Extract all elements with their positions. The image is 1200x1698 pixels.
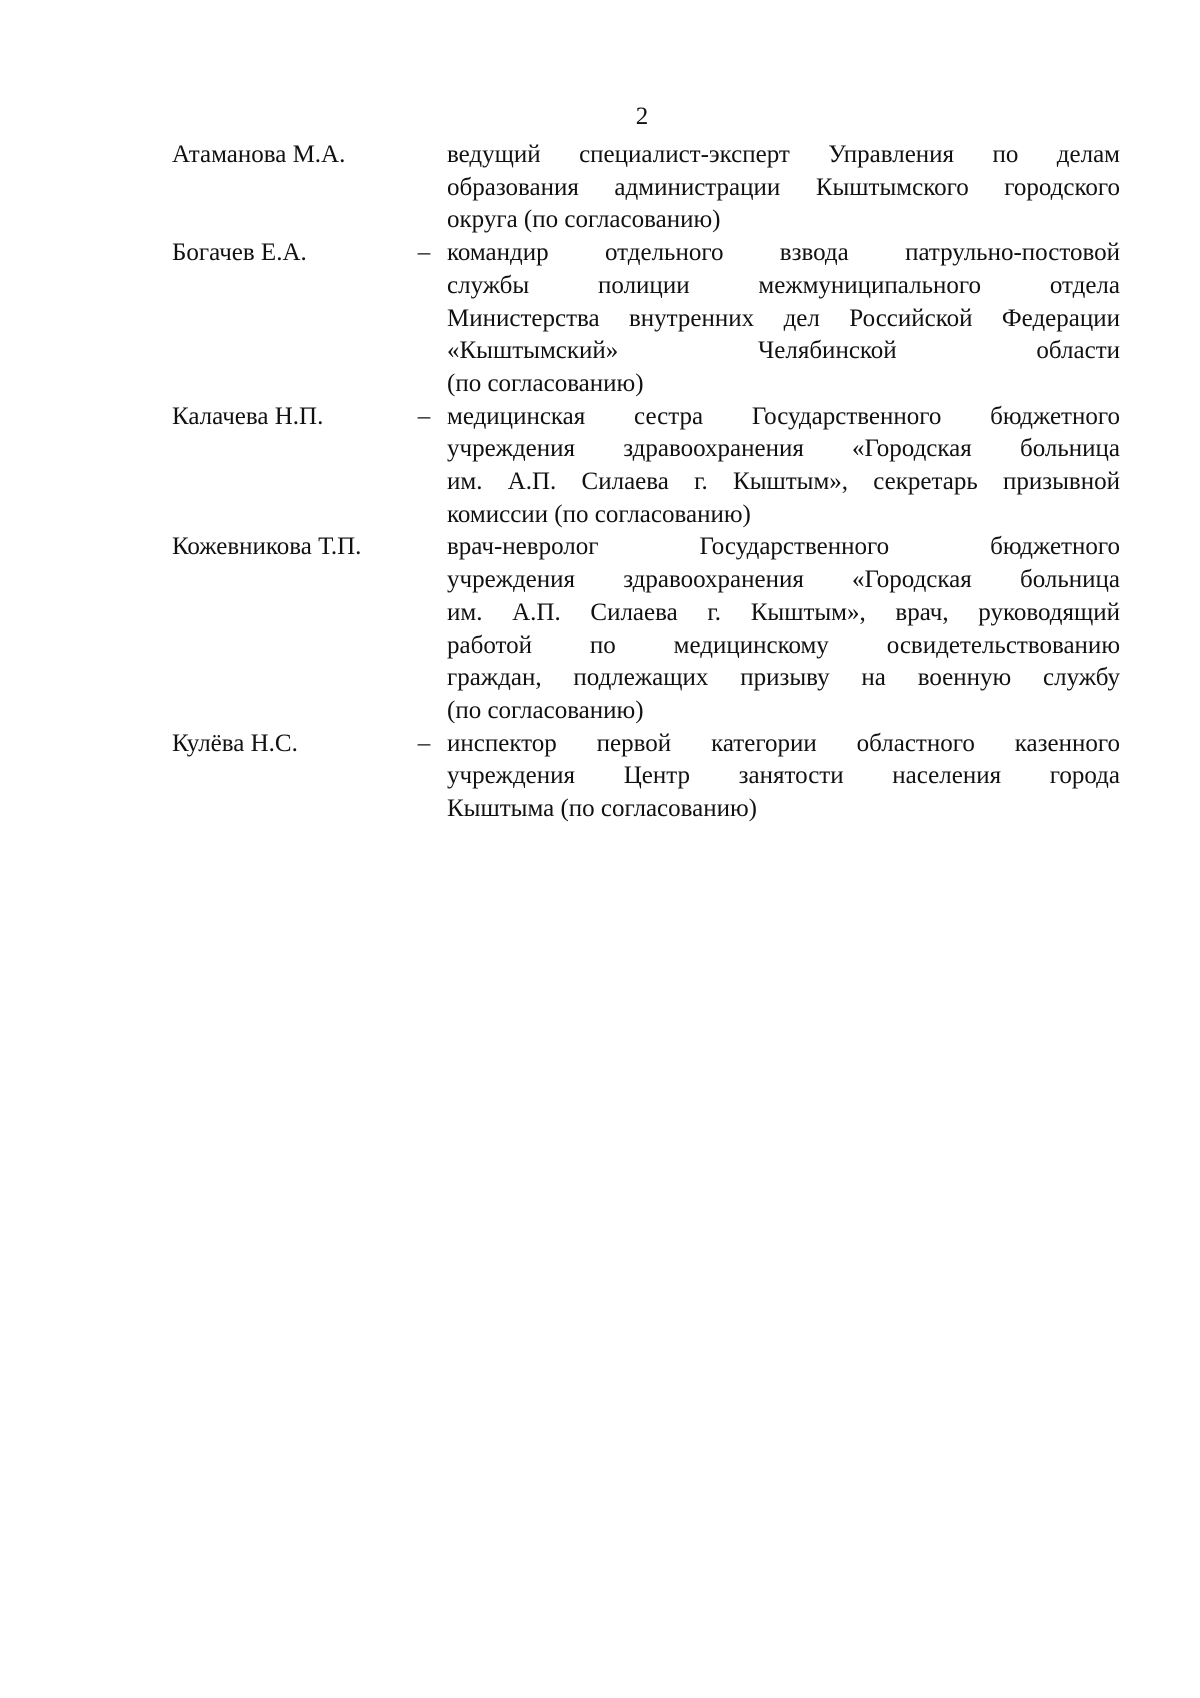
member-row	[172, 139, 1120, 237]
member-position	[447, 531, 1120, 727]
position-line: Министерства внутренних дел Российской Федерации	[447, 304, 1120, 332]
position-line: им. А.П. Силаева г. Кыштым», врач, руководящий	[447, 598, 1120, 626]
position-line: учреждения здравоохранения «Городская больница	[447, 566, 1120, 594]
member-position	[447, 139, 1120, 237]
position-line: «Кыштымский» Челябинской области	[447, 337, 1120, 365]
member-name: Богачев Е.А.	[172, 239, 307, 267]
member-name: Атаманова М.А.	[172, 141, 346, 168]
position-line: (по согласованию)	[447, 696, 644, 724]
position-line: образования администрации Кыштымского городского	[447, 173, 1120, 201]
member-name: Кожевникова Т.П.	[172, 533, 362, 561]
member-name: Кулёва Н.С.	[172, 729, 298, 757]
position-line: округа (по согласованию)	[447, 206, 721, 234]
position-line: врач-невролог Государственного бюджетного	[447, 533, 1120, 561]
position-line: комиссии (по согласованию)	[447, 500, 751, 528]
position-line: командир отдельного взвода патрульно-постовой	[447, 239, 1120, 267]
position-line: (по согласованию)	[447, 369, 644, 397]
position-line: ведущий специалист-эксперт Управления по делам	[447, 141, 1120, 168]
member-position	[447, 728, 1120, 826]
position-line: инспектор первой категории областного казенного	[447, 729, 1120, 757]
position-line: медицинская сестра Государственного бюджетного	[447, 402, 1120, 430]
position-line: учреждения Центр занятости населения города	[447, 762, 1120, 790]
member-row	[172, 237, 1120, 401]
member-position	[447, 237, 1120, 401]
member-dash: –	[417, 729, 431, 757]
position-line: им. А.П. Силаева г. Кыштым», секретарь призывной	[447, 468, 1120, 496]
member-row	[172, 728, 1120, 826]
commission-member-list	[172, 139, 1120, 826]
member-row	[172, 531, 1120, 727]
member-row	[172, 401, 1120, 532]
position-line: работой по медицинскому освидетельствованию	[447, 631, 1120, 659]
position-line: Кыштыма (по согласованию)	[447, 795, 757, 823]
member-name: Калачева Н.П.	[172, 402, 324, 430]
member-position	[447, 401, 1120, 532]
position-line: граждан, подлежащих призыву на военную службу	[447, 664, 1120, 692]
page-number: 2	[635, 103, 649, 130]
position-line: учреждения здравоохранения «Городская больница	[447, 435, 1120, 463]
member-dash: –	[417, 402, 431, 430]
member-dash: –	[417, 239, 431, 267]
position-line: службы полиции межмуниципального отдела	[447, 271, 1120, 299]
